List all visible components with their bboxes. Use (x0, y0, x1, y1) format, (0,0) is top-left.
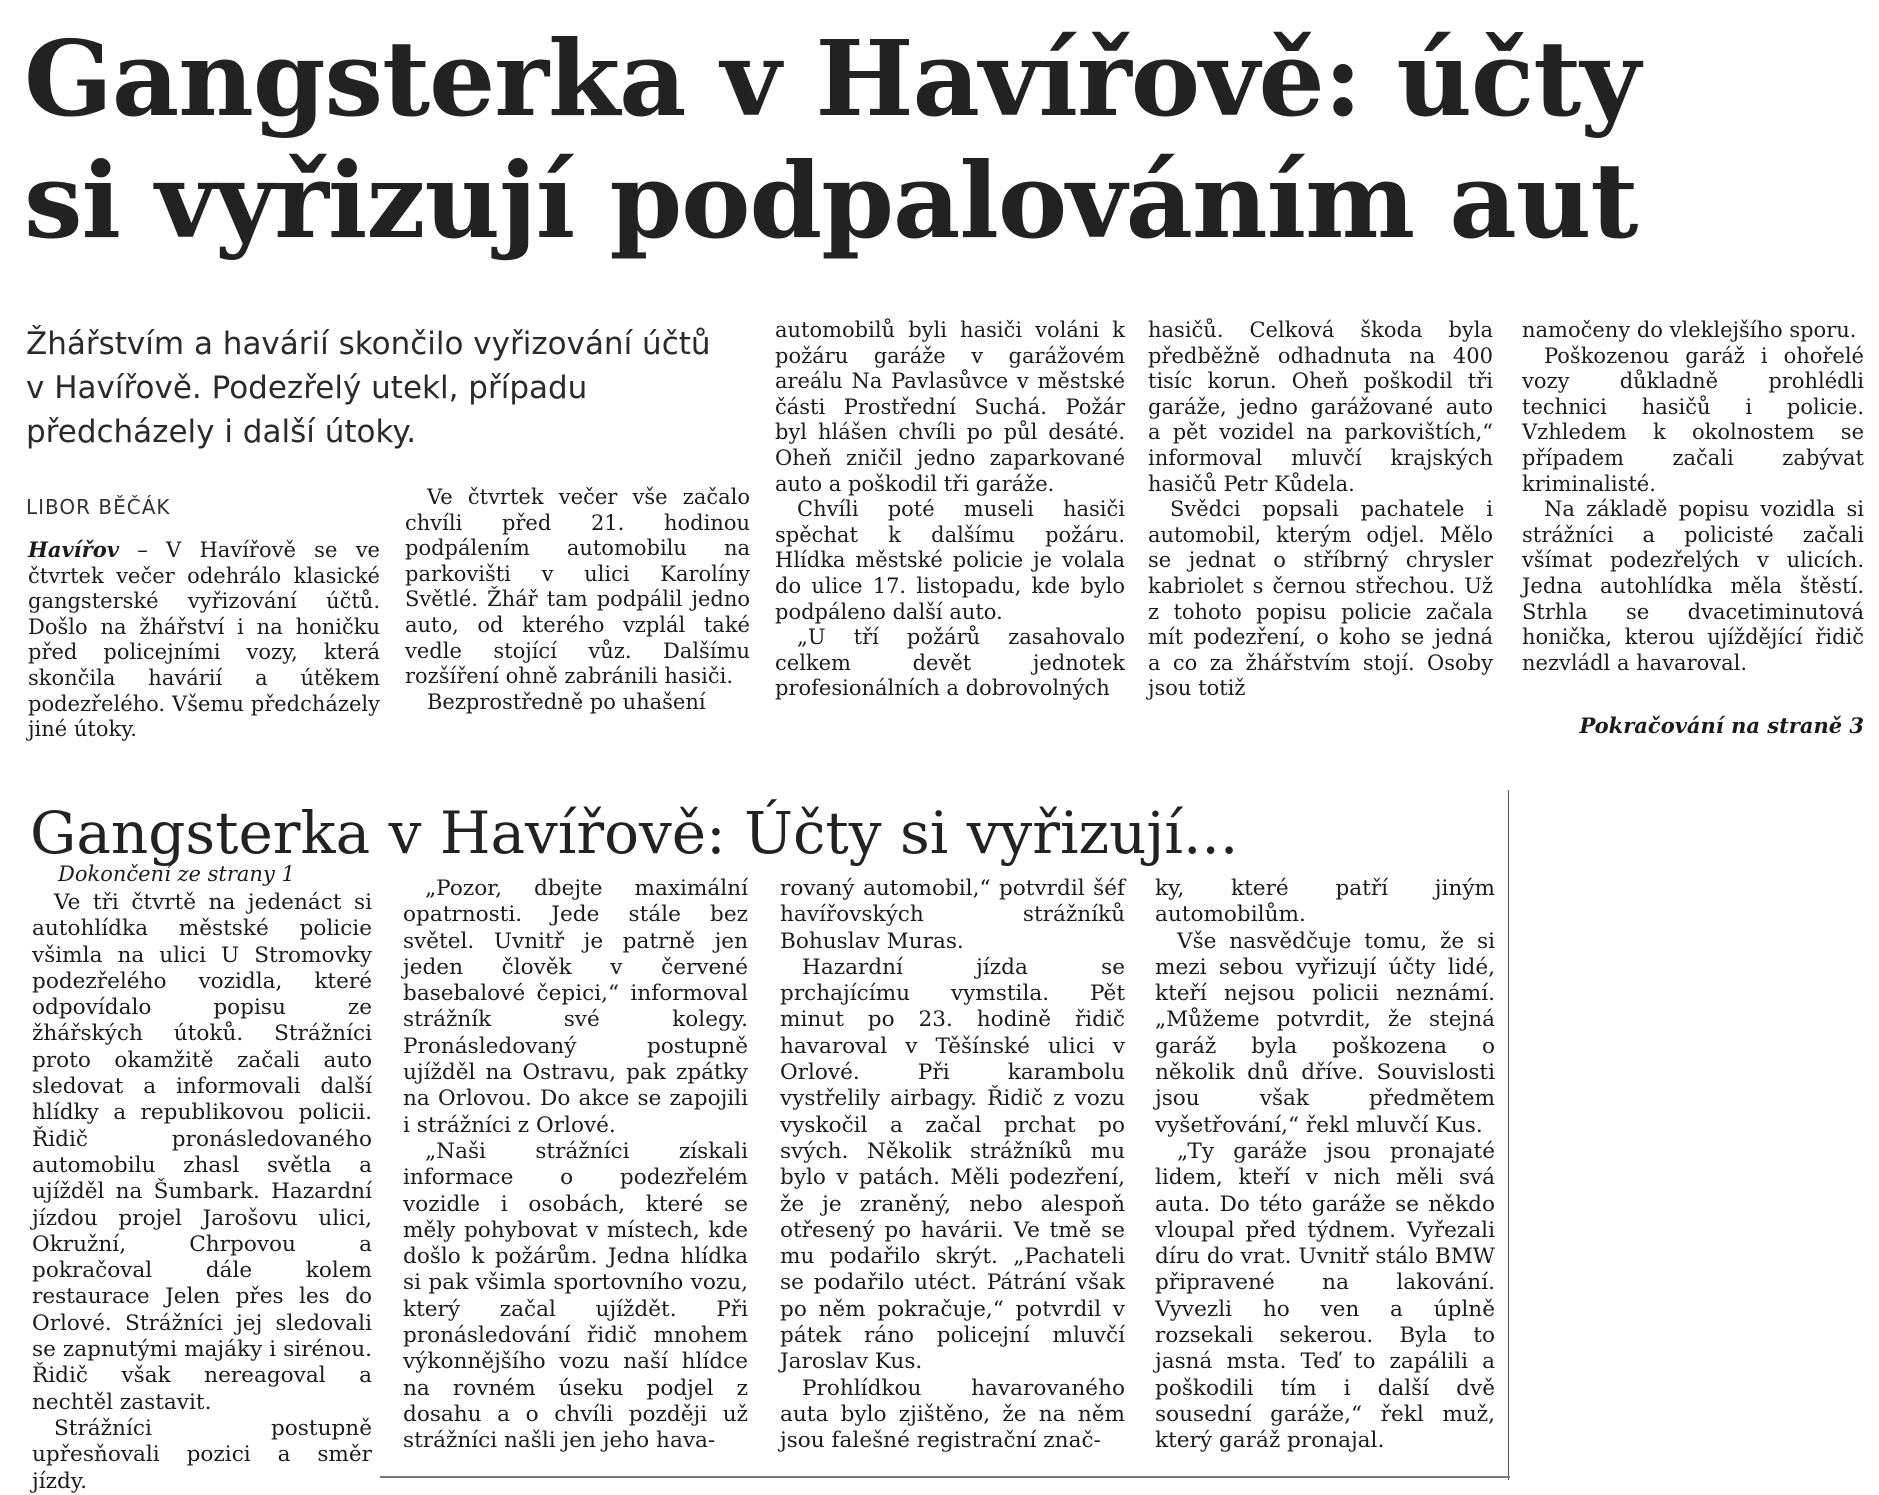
bottom-rule (380, 1476, 1510, 1478)
paragraph: Ve čtvrtek večer vše začalo chvíli před 21. hodinou podpálením automobilu na parkovišti v ulici Karolíny Světlé. Žhář tam podpálil jedno auto, od kterého vzplál také vedle stojící vůz. Dalšímu rozšíření ohně zabránili hasiči. (405, 485, 750, 689)
main-headline-line-2: si vyřizují podpalováním aut (24, 139, 1638, 262)
lead-line-3: předcházely i další útoky. (26, 414, 417, 450)
article1-column-1 (28, 537, 380, 743)
paragraph: „Pozor, dbejte maximální opatrnosti. Jede stále bez světel. Uvnitř je patrně jen jeden člověk v červené basebalové čepici,“ informoval strážník své kolegy. Pronásledovaný postupně ujížděl na Ostravu, pak zpátky na Orlovou. Do akce se zapojili i strážníci z Orlové. (403, 876, 748, 1138)
article2-column-1 (32, 890, 372, 1495)
byline: LIBOR BĚČÁK (26, 495, 171, 519)
article1-column-3 (775, 318, 1125, 702)
main-headline-line-1: Gangsterka v Havířově: účty (24, 17, 1640, 140)
article1-column-5 (1522, 318, 1864, 676)
lead-line-2: v Havířově. Podezřelý utekl, případu (26, 370, 588, 406)
article1-column-2 (405, 485, 750, 715)
continued-on-page-note: Pokračování na straně 3 (1579, 713, 1864, 738)
article2-column-3 (780, 876, 1125, 1455)
paragraph: „U tří požárů zasahovalo celkem devět jednotek profesionálních a dobrovolných (775, 625, 1125, 701)
paragraph: Strážníci postupně upřesňovali pozici a směr jízdy. (32, 1415, 372, 1494)
continuation-headline: Gangsterka v Havířově: Účty si vyřizují... (30, 799, 1239, 867)
paragraph: Prohlídkou havarovaného auta bylo zjištěno, že na něm jsou falešné registrační znač- (780, 1375, 1125, 1454)
lead-line-1: Žhářstvím a havárií skončilo vyřizování účtů (26, 326, 711, 362)
paragraph: namočeny do vleklejšího sporu. (1522, 318, 1857, 342)
paragraph: Poškozenou garáž i ohořelé vozy důkladně prohlédli technici hasičů i policie. Vzhledem k okolnostem se případem začali zabývat kriminalisté. (1522, 343, 1864, 496)
paragraph: automobilů byli hasiči voláni k požáru garáže v garážovém areálu Na Pavlasůvce v městské části Prostřední Suchá. Požár byl hlášen chvíli po půl desáté. Oheň zničil jedno zaparkované auto a poškodil tři garáže. (775, 318, 1125, 496)
paragraph: Hazardní jízda se prchajícímu vymstila. Pět minut po 23. hodině řidič havaroval v Těšínské ulici v Orlové. Při karambolu vystřelily airbagy. Řidič z vozu vyskočil a začal prchat po svých. Několik strážníků mu bylo v patách. Měli podezření, že je zraněný, nebo alespoň otřesený po havárii. Ve tmě se mu podařilo skrýt. „Pachateli se podařilo utéct. Pátrání však po něm pokračuje,“ potvrdil v pátek ráno policejní mluvčí Jaroslav Kus. (780, 954, 1125, 1375)
lead-paragraph (26, 322, 746, 454)
paragraph: Chvíli poté museli hasiči spěchat k dalšímu požáru. Hlídka městské policie je volala do ulice 17. listopadu, kde bylo podpáleno další auto. (775, 497, 1125, 624)
paragraph: rovaný automobil,“ potvrdil šéf havířovských strážníků Bohuslav Muras. (780, 876, 1125, 954)
paragraph: Svědci popsali pachatele i automobil, kterým odjel. Mělo se jednat o stříbrný chrysler kabriolet s černou střechou. Už z tohoto popisu policie začala mít podezření, o koho se jedná a co za žhářstvím stojí. Osoby jsou totiž (1148, 497, 1493, 701)
article2-column-4 (1155, 876, 1495, 1455)
paragraph: Bezprostředně po uhašení (427, 689, 706, 714)
article2-column-2 (403, 876, 748, 1455)
paragraph (28, 537, 380, 743)
continued-from-note: Dokončení ze strany 1 (58, 862, 295, 886)
dateline-place: Havířov (28, 537, 119, 562)
article1-column-4 (1148, 318, 1493, 702)
paragraph: Vše nasvědčuje tomu, že si mezi sebou vyřizují účty lidé, kteří nejsou policii neznámí. „Můžeme potvrdit, že stejná garáž byla poškozena o několik dnů dříve. Souvislosti jsou však předmětem vyšetřování,“ řekl mluvčí Kus. (1155, 928, 1495, 1138)
paragraph: hasičů. Celková škoda byla předběžně odhadnuta na 400 tisíc korun. Oheň poškodil tři garáže, jedno garážované auto a pět vozidel na parkovištích,“ informoval mluvčí krajských hasičů Petr Kůdela. (1148, 318, 1493, 496)
paragraph: Ve tři čtvrtě na jedenáct si autohlídka městské policie všimla na ulici U Stromovky podezřelého vozidla, které odpovídalo popisu ze žhářských útoků. Strážníci proto okamžitě začali auto sledovat a informovali další hlídky a republikovou policii. Řidič pronásledovaného automobilu zhasl světla a ujížděl na Šumbark. Hazardní jízdou projel Jarošovu ulici, Okružní, Chrpovou a pokračoval dále kolem restaurace Jelen přes les do Orlové. Strážníci jej sledovali se zapnutými majáky i sirénou. Řidič však nereagoval a nechtěl zastavit. (32, 890, 372, 1415)
paragraph-text: – V Havířově se ve čtvrtek večer odehrálo klasické gangsterské vyřizování účtů. Došlo na žhářství i na honičku před policejními vozy, která skončila havárií a útěkem podezřelého. Všemu předcházely jiné útoky. (28, 538, 380, 742)
paragraph: Na základě popisu vozidla si strážníci a policisté začali všímat podezřelých v ulicích. Jedna autohlídka měla štěstí. Strhla se dvacetiminutová honička, kterou ujíždějící řidič nezvládl a havaroval. (1522, 497, 1864, 675)
main-headline (24, 18, 1864, 262)
paragraph: „Ty garáže jsou pronajaté lidem, kteří v nich měli svá auta. Do této garáže se někdo vloupal před týdnem. Vyřezali díru do vrat. Uvnitř stálo BMW připravené na lakování. Vyvezli ho ven a úplně rozsekali sekerou. Byla to jasná msta. Teď to zapálili a poškodili tím i další dvě sousední garáže,“ řekl muž, který garáž pronajal. (1155, 1138, 1495, 1454)
column-divider (1508, 790, 1509, 1480)
paragraph: ky, které patří jiným automobilům. (1155, 876, 1495, 928)
paragraph: „Naši strážníci získali informace o podezřelém vozidle i osobách, které se měly pohybovat v místech, kde došlo k požárům. Jedna hlídka si pak všimla sportovního vozu, který začal ujíždět. Při pronásledování řidič mnohem výkonnějšího vozu naší hlídce na rovném úseku podjel z dosahu a o chvíli později už strážníci našli jen jeho hava- (403, 1138, 748, 1454)
